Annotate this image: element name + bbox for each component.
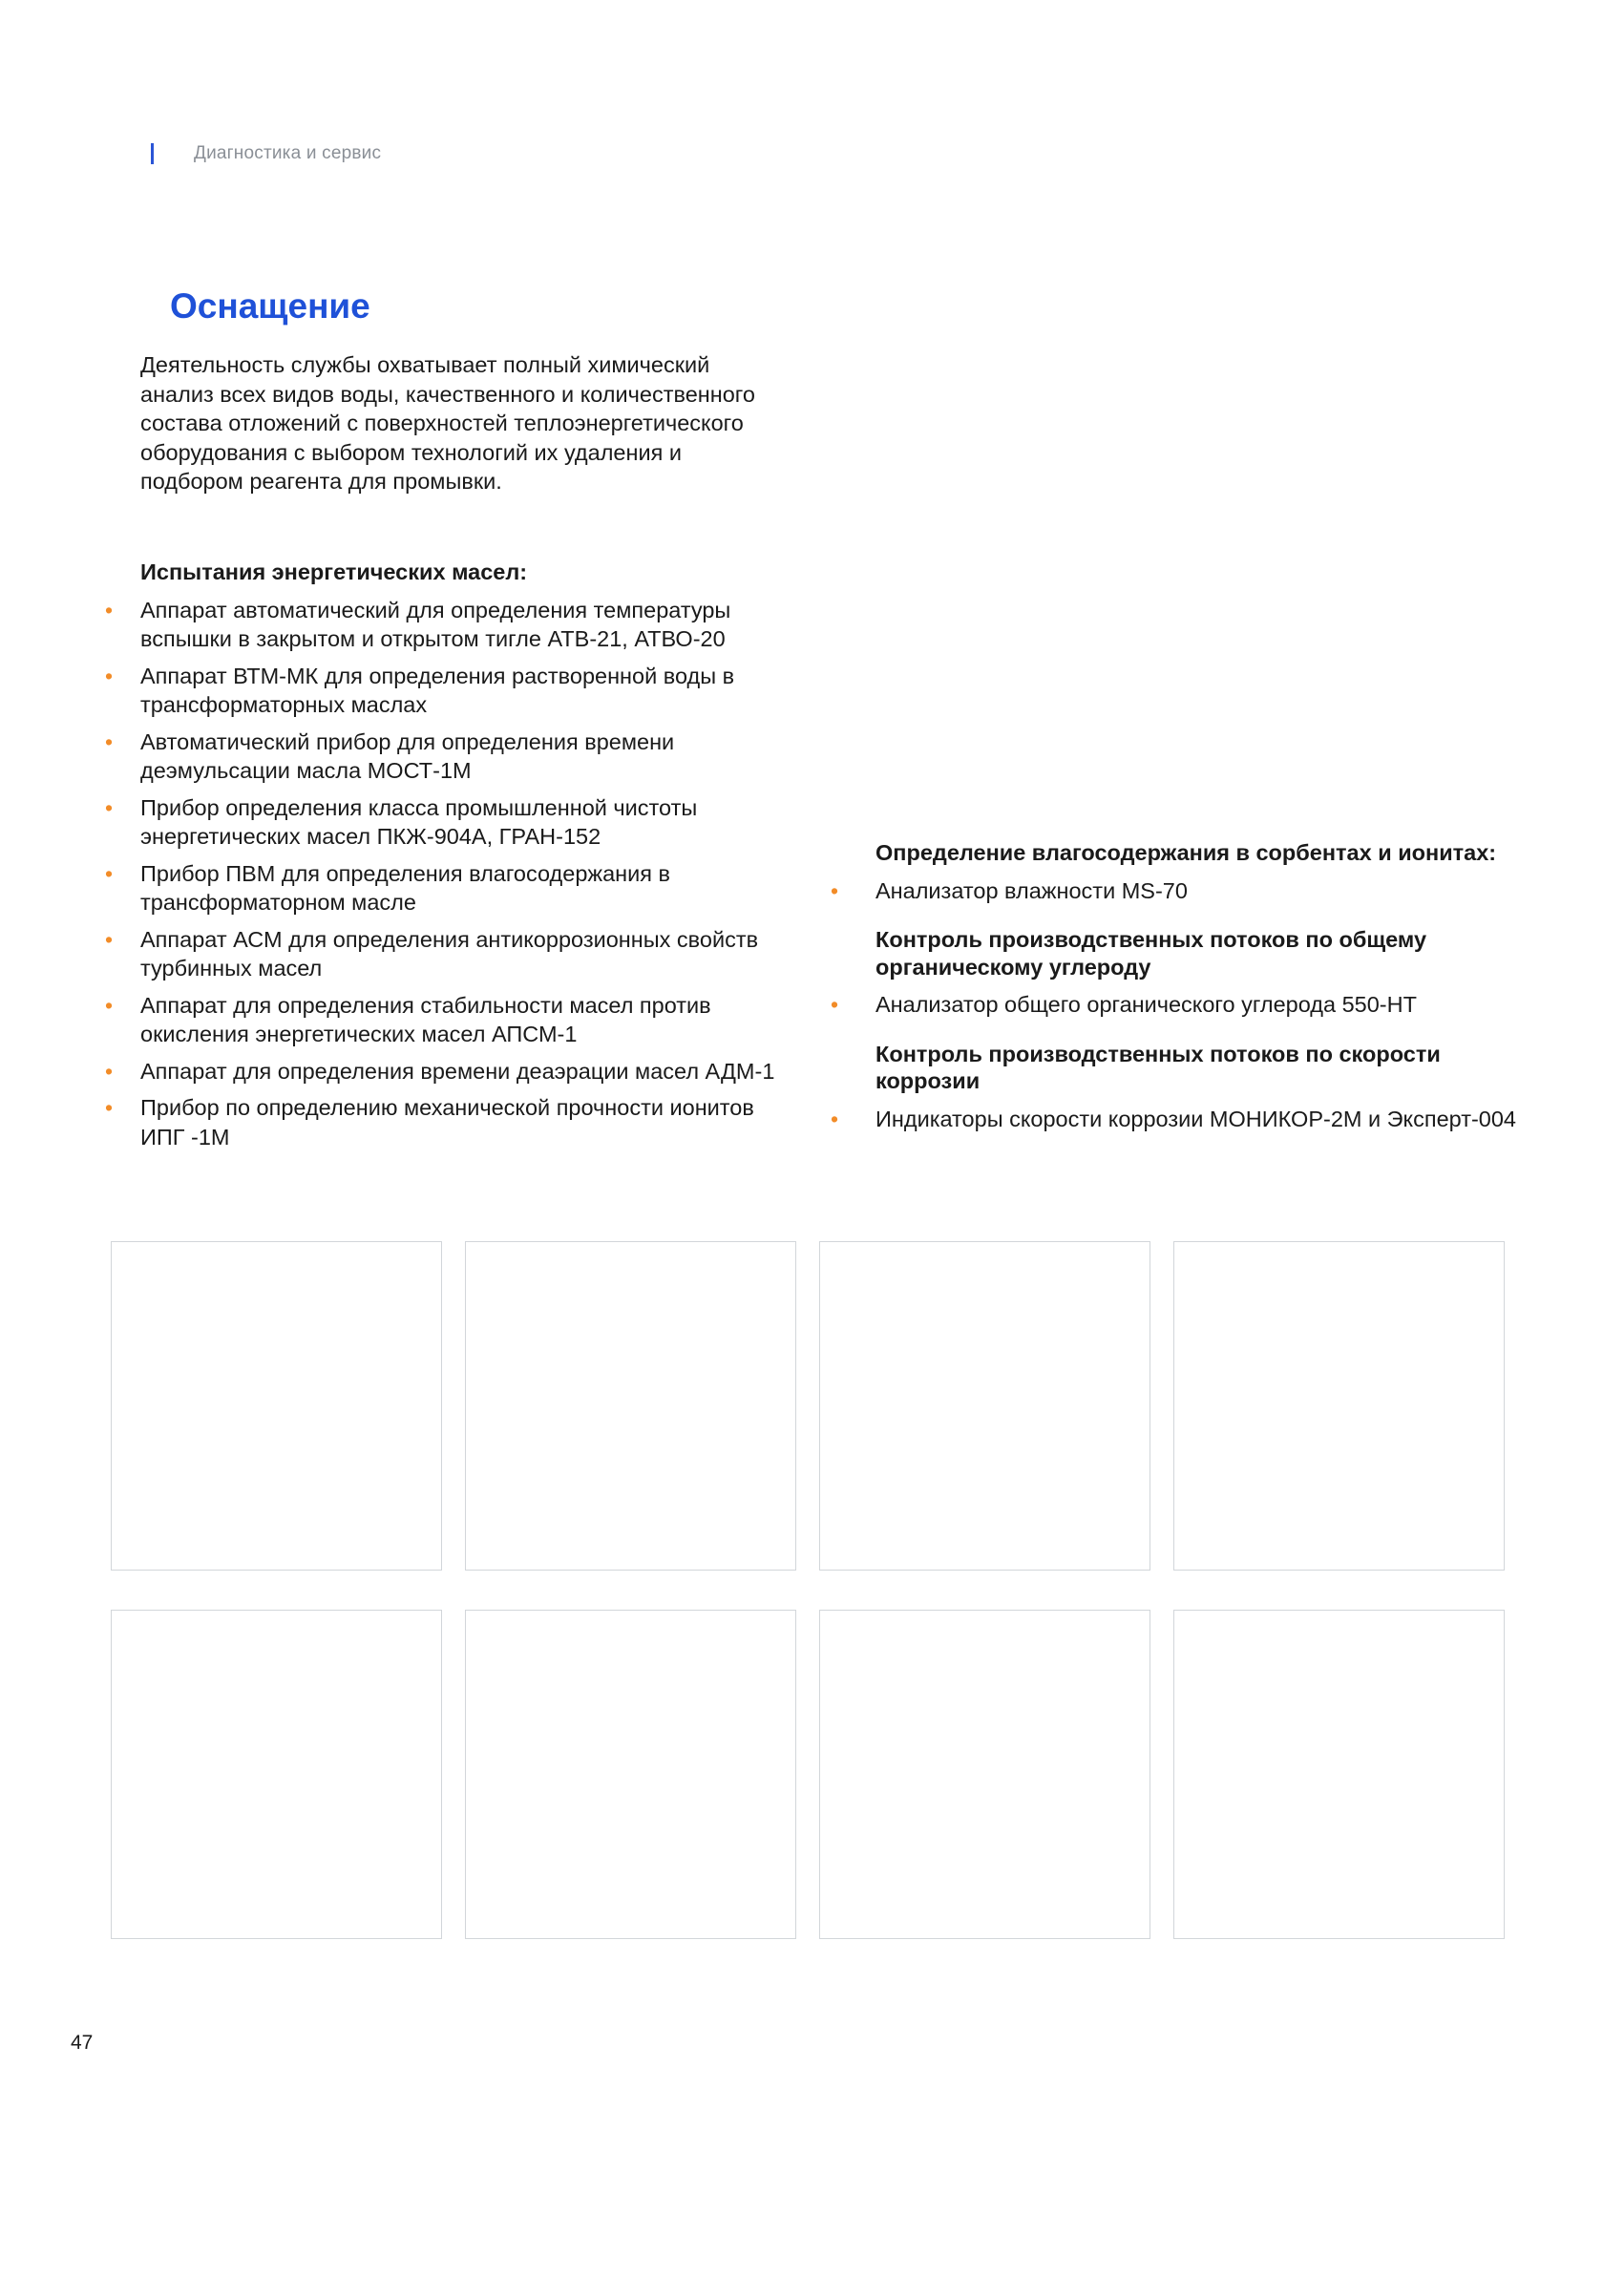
list-item bbox=[831, 1105, 1528, 1134]
photo-frame bbox=[111, 1610, 442, 1939]
list-item bbox=[105, 1093, 792, 1151]
photo-frame bbox=[111, 1241, 442, 1571]
list-item-text: Прибор определения класса промышленной чистоты энергетических масел ПКЖ-904А, ГРАН-152 bbox=[140, 794, 698, 849]
control-section bbox=[831, 1041, 1528, 1134]
control-section-heading: Контроль производственных потоков по скорости коррозии bbox=[875, 1041, 1441, 1093]
photo-frame bbox=[819, 1610, 1150, 1939]
list-item-text: Прибор по определению механической прочности ионитов ИПГ -1М bbox=[140, 1095, 754, 1150]
bullet-icon: • bbox=[105, 597, 114, 622]
list-item bbox=[831, 876, 1528, 906]
header-section-label: Диагностика и сервис bbox=[194, 143, 382, 163]
control-section bbox=[831, 926, 1528, 1020]
list-item bbox=[105, 793, 792, 852]
list-item bbox=[105, 859, 792, 918]
list-item-text: Автоматический прибор для определения времени деэмульсации масла МОСТ-1М bbox=[140, 728, 675, 783]
control-section-heading: Определение влагосодержания в сорбентах и ионитах: bbox=[875, 840, 1497, 865]
list-item bbox=[105, 925, 792, 983]
bullet-icon: • bbox=[105, 728, 114, 754]
bullet-icon: • bbox=[105, 860, 114, 886]
control-section-heading: Контроль производственных потоков по общему органическому углероду bbox=[875, 927, 1427, 980]
bullet-icon: • bbox=[831, 1106, 839, 1131]
list-item-text: Аппарат автоматический для определения температуры вспышки в закрытом и открытом тигле АТВ-21, АТВО-20 bbox=[140, 597, 731, 651]
list-item bbox=[831, 990, 1528, 1020]
bullet-icon: • bbox=[105, 1095, 114, 1120]
list-item bbox=[105, 662, 792, 720]
list-item-text: Анализатор общего органического углерода 550-НТ bbox=[875, 992, 1417, 1017]
header-accent-bar bbox=[151, 143, 154, 164]
list-item-text: Анализатор влажности MS-70 bbox=[875, 877, 1188, 903]
list-item bbox=[105, 1057, 792, 1086]
list-item bbox=[105, 991, 792, 1049]
list-item-text: Аппарат АСМ для определения антикоррозионных свойств турбинных масел bbox=[140, 926, 759, 981]
list-item-text: Прибор ПВМ для определения влагосодержания в трансформаторном масле bbox=[140, 860, 671, 915]
control-section-list bbox=[831, 876, 1528, 906]
oil-tests-column bbox=[105, 559, 792, 1159]
list-item bbox=[105, 728, 792, 786]
bullet-icon: • bbox=[105, 992, 114, 1018]
list-item-text: Аппарат для определения времени деаэрации масел АДМ-1 bbox=[140, 1058, 775, 1084]
bullet-icon: • bbox=[105, 926, 114, 952]
bullet-icon: • bbox=[105, 1058, 114, 1084]
running-header bbox=[151, 143, 381, 164]
list-item-text: Индикаторы скорости коррозии МОНИКОР-2М и Эксперт-004 bbox=[875, 1106, 1516, 1131]
page-number: 47 bbox=[71, 2032, 94, 2054]
photo-frame bbox=[1173, 1610, 1505, 1939]
control-section bbox=[831, 839, 1528, 905]
control-section-list bbox=[831, 1105, 1528, 1134]
photo-frame bbox=[1173, 1241, 1505, 1571]
bullet-icon: • bbox=[831, 992, 839, 1017]
bullet-icon: • bbox=[105, 794, 114, 820]
photo-frame bbox=[465, 1241, 796, 1571]
oil-tests-heading: Испытания энергетических масел: bbox=[140, 559, 528, 584]
photo-frame bbox=[465, 1610, 796, 1939]
intro-paragraph: Деятельность службы охватывает полный химический анализ всех видов воды, качественного и количественного состава отложений с поверхностей теплоэнергетического оборудования с выбором технологий их удаления и подбором реагента для промывки. bbox=[140, 352, 755, 494]
list-item-text: Аппарат ВТМ-МК для определения растворенной воды в трансформаторных маслах bbox=[140, 663, 735, 717]
control-section-list bbox=[831, 990, 1528, 1020]
bullet-icon: • bbox=[105, 663, 114, 688]
photo-grid bbox=[111, 1241, 1505, 1939]
list-item-text: Аппарат для определения стабильности масел против окисления энергетических масел АПСМ-1 bbox=[140, 992, 711, 1046]
list-item bbox=[105, 596, 792, 654]
photo-frame bbox=[819, 1241, 1150, 1571]
bullet-icon: • bbox=[831, 877, 839, 903]
control-sections-column bbox=[831, 839, 1528, 1154]
oil-tests-list bbox=[105, 596, 792, 1152]
page-title: Оснащение bbox=[170, 286, 370, 326]
